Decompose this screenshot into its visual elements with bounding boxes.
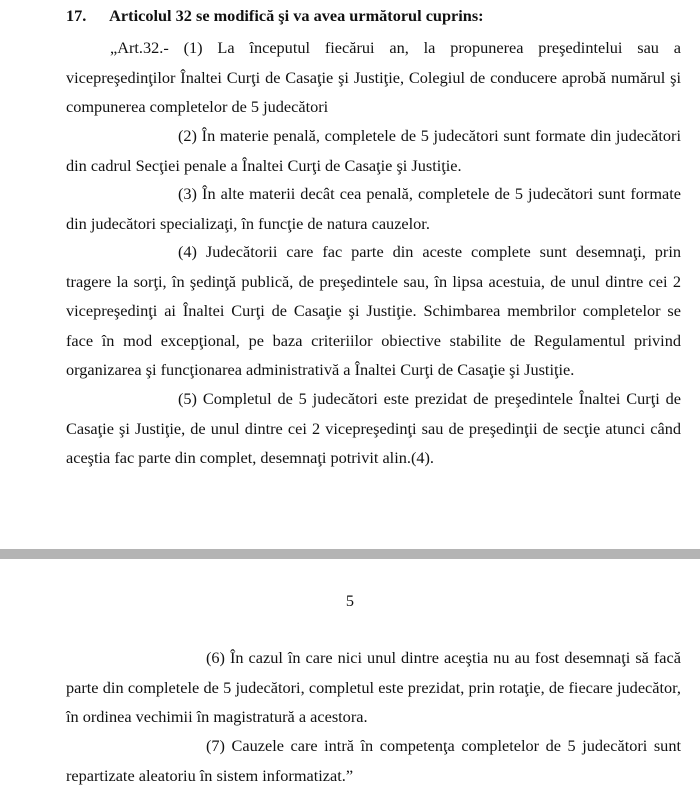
paragraph-1: „Art.32.- (1) La începutul fiecărui an, la propunerea preşedintelui sau a vicepreşedinţilor Înaltei Curţi de Casaţie şi Justiţie, Colegiul de conducere aprobă numărul şi compunerea completelor de 5 judecători (66, 38, 681, 116)
page-number: 5 (345, 591, 355, 610)
paragraph-6: (6) În cazul în care nici unul dintre aceştia nu au fost desemnaţi să facă parte din completele de 5 judecători, completul este prezidat, prin rotaţie, de fiecare judecător, în ordinea vechimii în magistratură a acestora. (66, 648, 681, 726)
paragraph-7: (7) Cauzele care intră în competenţa completelor de 5 judecători sunt repartizate aleatoriu în sistem informatizat.” (66, 736, 681, 785)
paragraph-4: (4) Judecătorii care fac parte din aceste complete sunt desemnaţi, prin tragere la sorţi, în şedinţă publică, de preşedintele sau, în lipsa acestuia, de unul dintre cei 2 vicepreşedinţi ai Înaltei Curţi de Casaţie şi Justiţie. Schimbarea membrilor completelor se face în mod excepţional, pe baza criteriilor obiective stabilite de Regulamentul privind organizarea şi funcţionarea administrativă a Înaltei Curţi de Casaţie şi Justiţie. (66, 242, 681, 379)
article-number: 17. (66, 6, 87, 25)
page-lower-section (0, 559, 700, 800)
paragraph-2: (2) În materie penală, completele de 5 judecători sunt formate din judecători din cadrul Secţiei penale a Înaltei Curţi de Casaţie şi Justiţie. (66, 126, 681, 175)
article-title: Articolul 32 se modifică şi va avea următorul cuprins: (109, 6, 484, 25)
page-break-divider (0, 549, 700, 559)
paragraph-5: (5) Completul de 5 judecători este prezidat de preşedintele Înaltei Curţi de Casaţie şi Justiţie, de unul dintre cei 2 vicepreşedinţi sau de preşedinţii de secţie atunci când aceştia fac parte din complet, desemnaţi potrivit alin.(4). (66, 389, 681, 467)
paragraph-3: (3) În alte materii decât cea penală, completele de 5 judecători sunt formate din judecători specializaţi, în funcţie de natura cauzelor. (66, 184, 681, 233)
article-heading (66, 6, 484, 26)
